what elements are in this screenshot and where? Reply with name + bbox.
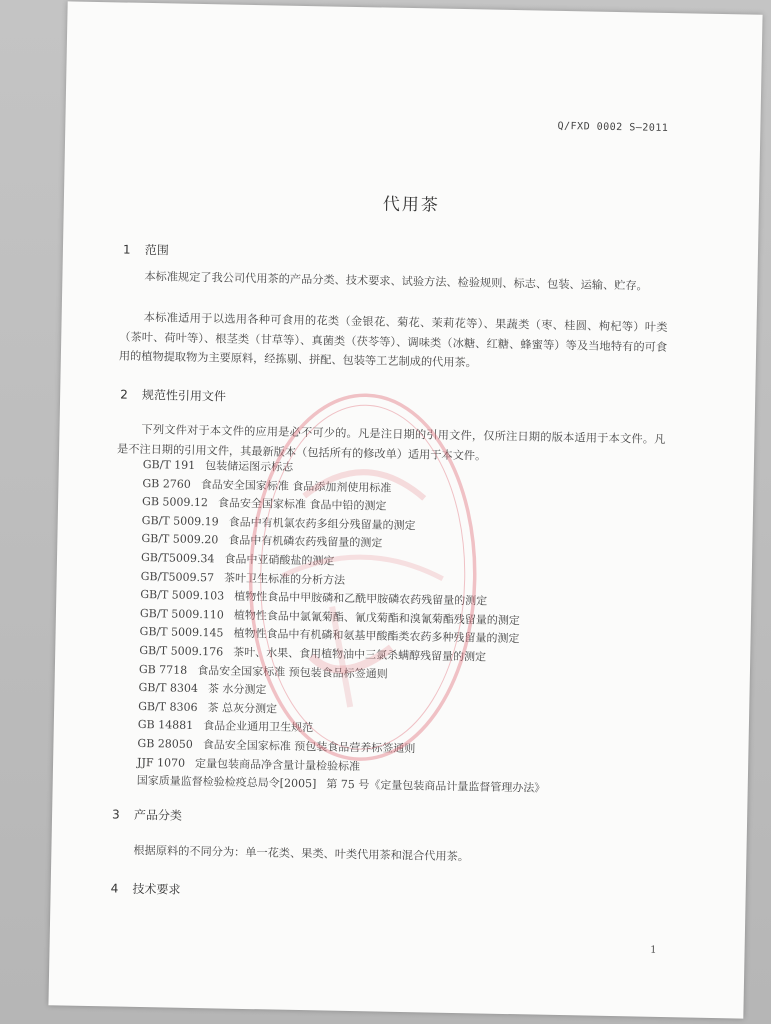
page-content <box>48 1 762 1018</box>
reference-title: 食品中有机氯农药多组分残留量的测定 <box>228 515 416 532</box>
reference-title: 茶 水分测定 <box>207 682 267 697</box>
document-title: 代用茶 <box>382 194 441 216</box>
reference-title: 茶叶、水果、食用植物油中三氯杀螨醇残留量的测定 <box>233 645 487 664</box>
standard-code: Q/FXD 0002 S—2011 <box>557 120 669 134</box>
reference-code: JJF 1070 <box>136 755 186 770</box>
reference-code: GB/T 5009.103 <box>140 588 225 603</box>
section-title: 规范性引用文件 <box>141 387 227 404</box>
reference-code: GB 7718 <box>138 662 188 677</box>
reference-code: GB 2760 <box>142 476 191 491</box>
reference-code: GB/T 5009.110 <box>139 606 224 622</box>
section-2-heading <box>120 386 226 405</box>
reference-title: 第 75 号《定量包装商品计量监督管理办法》 <box>326 777 546 795</box>
reference-title: 食品中亚硝酸盐的测定 <box>224 552 335 568</box>
section-4-heading <box>111 879 181 897</box>
section-3-heading <box>112 805 182 823</box>
page-number: 1 <box>650 944 657 956</box>
reference-title: 植物性食品中氯氰菊酯、氰戊菊酯和溴氰菊酯残留量的测定 <box>233 608 520 627</box>
reference-title: 食品安全国家标准 食品添加剂使用标准 <box>200 477 392 495</box>
section-1-heading <box>123 241 169 259</box>
section-number: 1 <box>122 242 131 257</box>
reference-title: 食品安全国家标准 食品中铅的测定 <box>217 496 387 513</box>
reference-title: 食品企业通用卫生规范 <box>203 719 314 735</box>
reference-code: GB/T 5009.19 <box>141 513 219 529</box>
reference-title: 食品中有机磷农药残留量的测定 <box>228 533 383 550</box>
reference-code: GB 28050 <box>137 736 193 751</box>
section-title: 技术要求 <box>132 881 181 897</box>
reference-title: 包装储运图示标志 <box>205 459 294 474</box>
section-title: 范围 <box>144 242 169 258</box>
section-title: 产品分类 <box>133 807 183 823</box>
reference-code: GB/T 191 <box>142 457 196 472</box>
section-number: 3 <box>111 807 120 822</box>
reference-title: 定量包装商品净含量计量检验标准 <box>194 756 361 773</box>
reference-title: 食品安全国家标准 预包装食品标签通则 <box>197 663 388 681</box>
reference-title: 食品安全国家标准 预包装食品营养标签通则 <box>202 738 416 756</box>
section-number: 2 <box>120 387 128 402</box>
reference-title: 茶 总灰分测定 <box>207 700 278 716</box>
section-number: 4 <box>110 881 119 896</box>
reference-list <box>137 456 552 798</box>
reference-code: GB/T 5009.20 <box>141 532 219 547</box>
reference-code: GB/T 5009.145 <box>139 625 224 640</box>
reference-title: 茶叶卫生标准的分析方法 <box>223 571 346 587</box>
reference-code: GB/T 5009.176 <box>139 643 224 659</box>
scope-paragraph-2: 本标准适用于以选用各种可食用的花类（金银花、菊花、茉莉花等）、果蔬类（枣、桂圆、枸杞等）叶类（茶叶、荷叶等）、根茎类（甘草等）、真菌类（茯苓等）、调味类（冰糖、红糖、蜂蜜等）等及当地特有的可食用的植物提取物为主要原料，经拣剔、拼配、包装等工艺制成的代用茶。 <box>118 310 668 370</box>
reference-title: 植物性食品中甲胺磷和乙酰甲胺磷农药残留量的测定 <box>234 589 488 608</box>
reference-title: 植物性食品中有机磷和氨基甲酸酯类农药多种残留量的测定 <box>233 627 520 646</box>
scope-paragraph-1: 本标准规定了我公司代用茶的产品分类、技术要求、试验方法、检验规则、标志、包装、运输、贮存。 <box>144 269 648 293</box>
reference-code: GB/T 8306 <box>138 699 198 714</box>
reference-code: GB/T5009.57 <box>140 569 215 584</box>
reference-code: GB 5009.12 <box>141 495 209 510</box>
reference-code: GB 14881 <box>137 718 194 733</box>
classification-paragraph: 根据原料的不同分为：单一花类、果类、叶类代用茶和混合代用茶。 <box>133 843 470 864</box>
reference-code: GB/T5009.34 <box>140 550 215 566</box>
reference-code: GB/T 8304 <box>138 681 199 696</box>
references-intro-paragraph: 下列文件对于本文件的应用是必不可少的。凡是注日期的引用文件，仅所注日期的版本适用于本文件。凡是不注日期的引用文件，其最新版本（包括所有的修改单）适用于本文件。 <box>117 422 666 463</box>
reference-code: 国家质量监督检验检疫总局令[2005] <box>136 773 317 791</box>
document-page <box>48 1 762 1018</box>
